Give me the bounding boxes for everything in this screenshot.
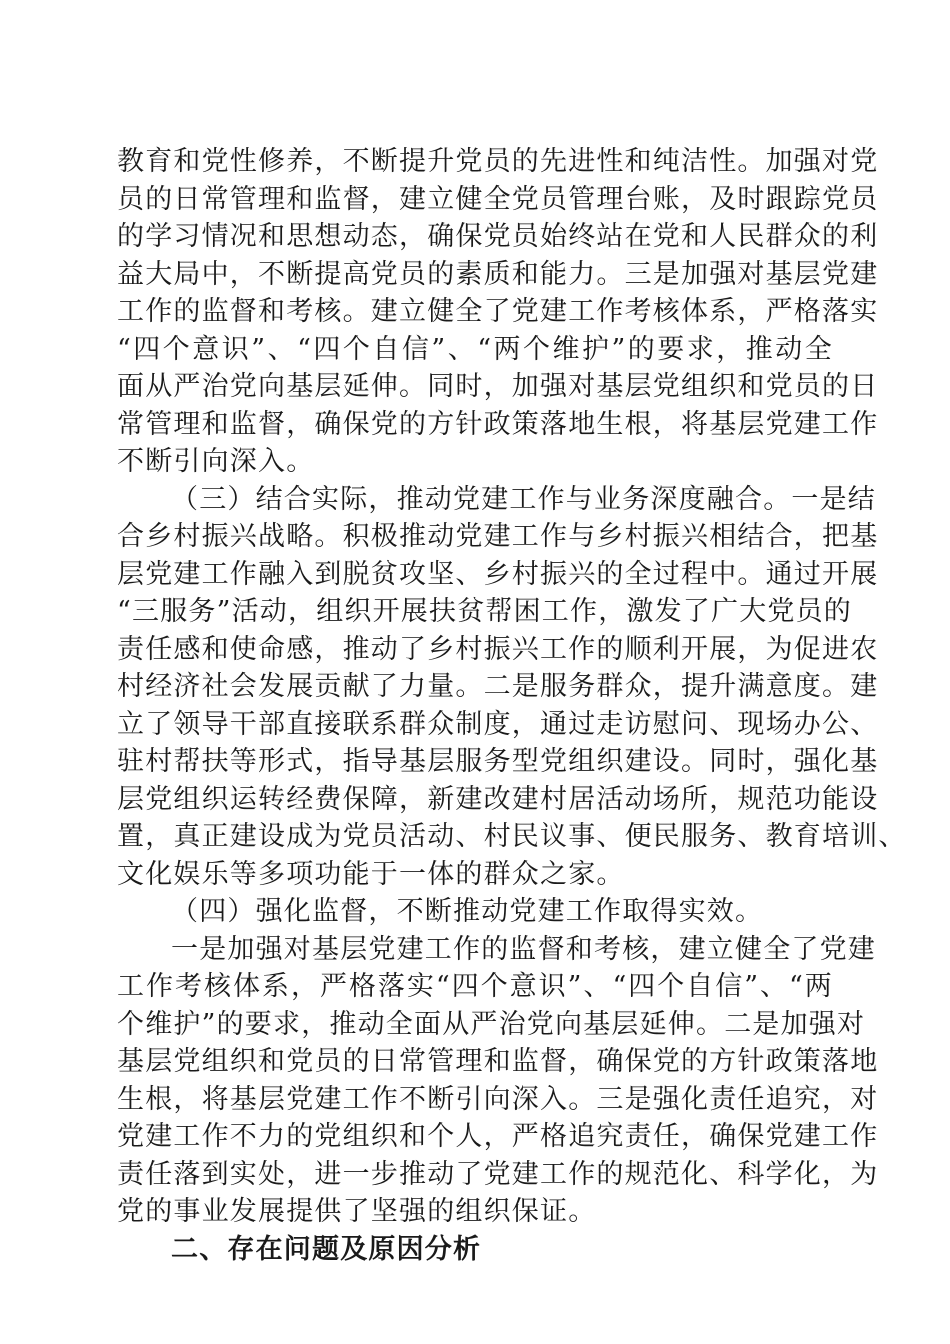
section-four-line-8: 党的事业发展提供了坚强的组织保证。 [117,1196,597,1227]
section-four-line-5: 生根，将基层党建工作不断引向深入。三是强化责任追究，对 [117,1083,879,1115]
section-three-line-3: 层党建工作融入到脱贫攻坚、乡村振兴的全过程中。通过开展 [117,558,879,590]
section-three-line-10: 置，真正建设成为党员活动、村民议事、便民服务、教育培训、 [117,821,907,852]
paragraph-1-line-3: 的学习情况和思想动态，确保党员始终站在党和人民群众的利 [117,221,879,252]
section-three-heading-line: （三）结合实际，推动党建工作与业务深度融合。一是结 [171,483,876,515]
paragraph-1-line-8: 常管理和监督，确保党的方针政策落地生根，将基层党建工作 [117,408,879,440]
section-four-line-2: 工作考核体系，严格落实“四个意识”、“四个自信”、“两 [117,971,833,1002]
section-four-line-3: 个维护”的要求，推动全面从严治党向基层延伸。二是加强对 [117,1008,866,1040]
paragraph-1-line-6: “四个意识”、“四个自信”、“两个维护”的要求，推动全 [117,333,833,365]
section-four-line-7: 责任落到实处，进一步推动了党建工作的规范化、科学化，为 [117,1158,879,1190]
section-three-line-11: 文化娱乐等多项功能于一体的群众之家。 [117,858,625,890]
paragraph-1-line-7: 面从严治党向基层延伸。同时，加强对基层党组织和党员的日 [117,371,879,402]
section-two-heading: 二、存在问题及原因分析 [171,1233,482,1265]
section-four-line-1: 一是加强对基层党建工作的监督和考核，建立健全了党建 [171,933,876,965]
section-three-line-7: 立了领导干部直接联系群众制度，通过走访慰问、现场办公、 [117,708,879,740]
paragraph-1-line-2: 员的日常管理和监督，建立健全党员管理台账，及时跟踪党员 [117,183,879,215]
section-three-line-6: 村经济社会发展贡献了力量。二是服务群众，提升满意度。建 [117,671,879,702]
paragraph-1-line-9: 不断引向深入。 [117,446,315,477]
section-three-line-8: 驻村帮扶等形式，指导基层服务型党组织建设。同时，强化基 [117,746,879,777]
section-three-line-5: 责任感和使命感，推动了乡村振兴工作的顺利开展，为促进农 [117,633,879,665]
section-four-line-6: 党建工作不力的党组织和个人，严格追究责任，确保党建工作 [117,1121,879,1152]
paragraph-1-line-4: 益大局中，不断提高党员的素质和能力。三是加强对基层党建 [117,258,879,290]
section-three-line-4: “三服务”活动，组织开展扶贫帮困工作，激发了广大党员的 [117,596,853,627]
document-page [117,143,907,1268]
paragraph-1-line-5: 工作的监督和考核。建立健全了党建工作考核体系，严格落实 [117,296,879,327]
section-three-line-9: 层党组织运转经费保障，新建改建村居活动场所，规范功能设 [117,783,879,815]
paragraph-1-line-1: 教育和党性修养，不断提升党员的先进性和纯洁性。加强对党 [117,146,879,177]
section-three-line-2: 合乡村振兴战略。积极推动党建工作与乡村振兴相结合，把基 [117,521,879,552]
section-four-line-4: 基层党组织和党员的日常管理和监督，确保党的方针政策落地 [117,1046,879,1077]
section-four-heading: （四）强化监督，不断推动党建工作取得实效。 [171,896,764,927]
